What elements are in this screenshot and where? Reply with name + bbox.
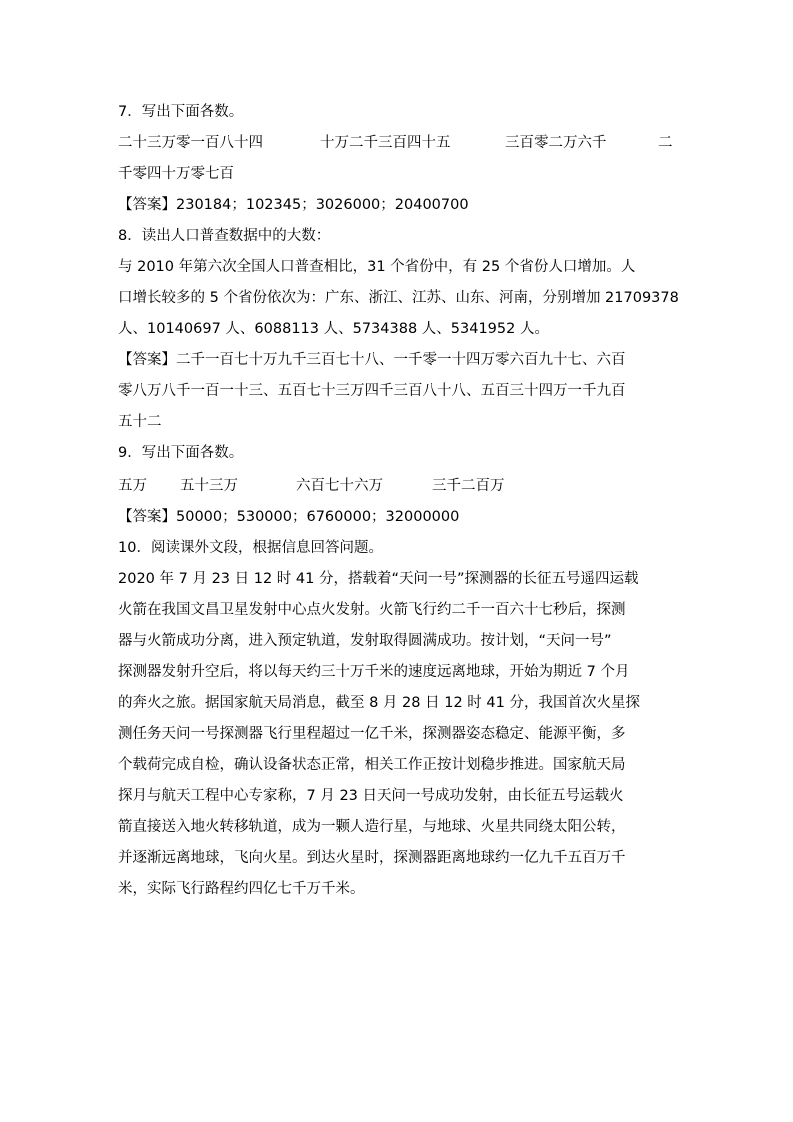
- q10-title: 10．阅读课外文段，根据信息回答问题。: [118, 540, 383, 556]
- q7-title: 7．写出下面各数。: [118, 104, 244, 120]
- q7-item-4-end: 千零四十万零七百: [118, 166, 234, 182]
- q9-item-3: 六百七十六万: [296, 478, 383, 494]
- q9-title: 9．写出下面各数。: [118, 445, 244, 461]
- q9-answer: 【答案】50000；530000；6760000；32000000: [118, 509, 460, 525]
- q7-answer: 【答案】230184；102345；3026000；20400700: [118, 197, 469, 213]
- q9-item-1: 五万: [118, 478, 147, 494]
- q10-body-line: 个载荷完成自检，确认设备状态正常，相关工作正按计划稳步推进。国家航天局: [118, 757, 626, 773]
- q10-body-line: 探测器发射升空后，将以每天约三十万千米的速度远离地球，开始为期近 7 个月: [118, 664, 630, 680]
- q8-title: 8．读出人口普查数据中的大数：: [118, 228, 331, 244]
- q8-answer-line: 零八万八千一百一十三、五百七十三万四千三百八十八、五百三十四万一千九百: [118, 383, 626, 399]
- q8-body-line: 人、10140697 人、6088113 人、5734388 人、5341952 人。: [118, 321, 549, 337]
- q7-item-1: 二十三万零一百八十四: [118, 135, 263, 151]
- q7-item-4-start: 二: [658, 135, 673, 151]
- q10-body-line: 探月与航天工程中心专家称，7 月 23 日天问一号成功发射，由长征五号运载火: [118, 788, 624, 804]
- q10-body-line: 2020 年 7 月 23 日 12 时 41 分，搭载着“天问一号”探测器的长征五号遥四运载: [118, 571, 639, 587]
- q9-item-2: 五十三万: [180, 478, 238, 494]
- q10-body-line: 火箭在我国文昌卫星发射中心点火发射。火箭飞行约二千一百六十七秒后，探测: [118, 602, 626, 618]
- q10-body-line: 箭直接送入地火转移轨道，成为一颗人造行星，与地球、火星共同绕太阳公转，: [118, 819, 626, 835]
- q7-item-2: 十万二千三百四十五: [320, 135, 451, 151]
- q8-answer-line: 【答案】二千一百七十万九千三百七十八、一千零一十四万零六百九十七、六百: [118, 352, 626, 368]
- q10-body-line: 器与火箭成功分离，进入预定轨道，发射取得圆满成功。按计划，“天问一号”: [118, 633, 612, 649]
- q10-body-line: 测任务天问一号探测器飞行里程超过一亿千米，探测器姿态稳定、能源平衡，多: [118, 726, 626, 742]
- q10-body-line: 并逐渐远离地球，飞向火星。到达火星时，探测器距离地球约一亿九千五百万千: [118, 850, 626, 866]
- q10-body-line: 的奔火之旅。据国家航天局消息，截至 8 月 28 日 12 时 41 分，我国首次火星探: [118, 695, 640, 711]
- q8-body-line: 与 2010 年第六次全国人口普查相比，31 个省份中，有 25 个省份人口增加。人: [118, 259, 636, 275]
- q10-body-line: 米，实际飞行路程约四亿七千万千米。: [118, 881, 365, 897]
- q8-body-line: 口增长较多的 5 个省份依次为：广东、浙江、江苏、山东、河南，分别增加 21709378: [118, 290, 679, 306]
- q9-item-4: 三千二百万: [432, 478, 505, 494]
- q8-answer-line: 五十二: [118, 414, 162, 430]
- q7-item-3: 三百零二万六千: [505, 135, 607, 151]
